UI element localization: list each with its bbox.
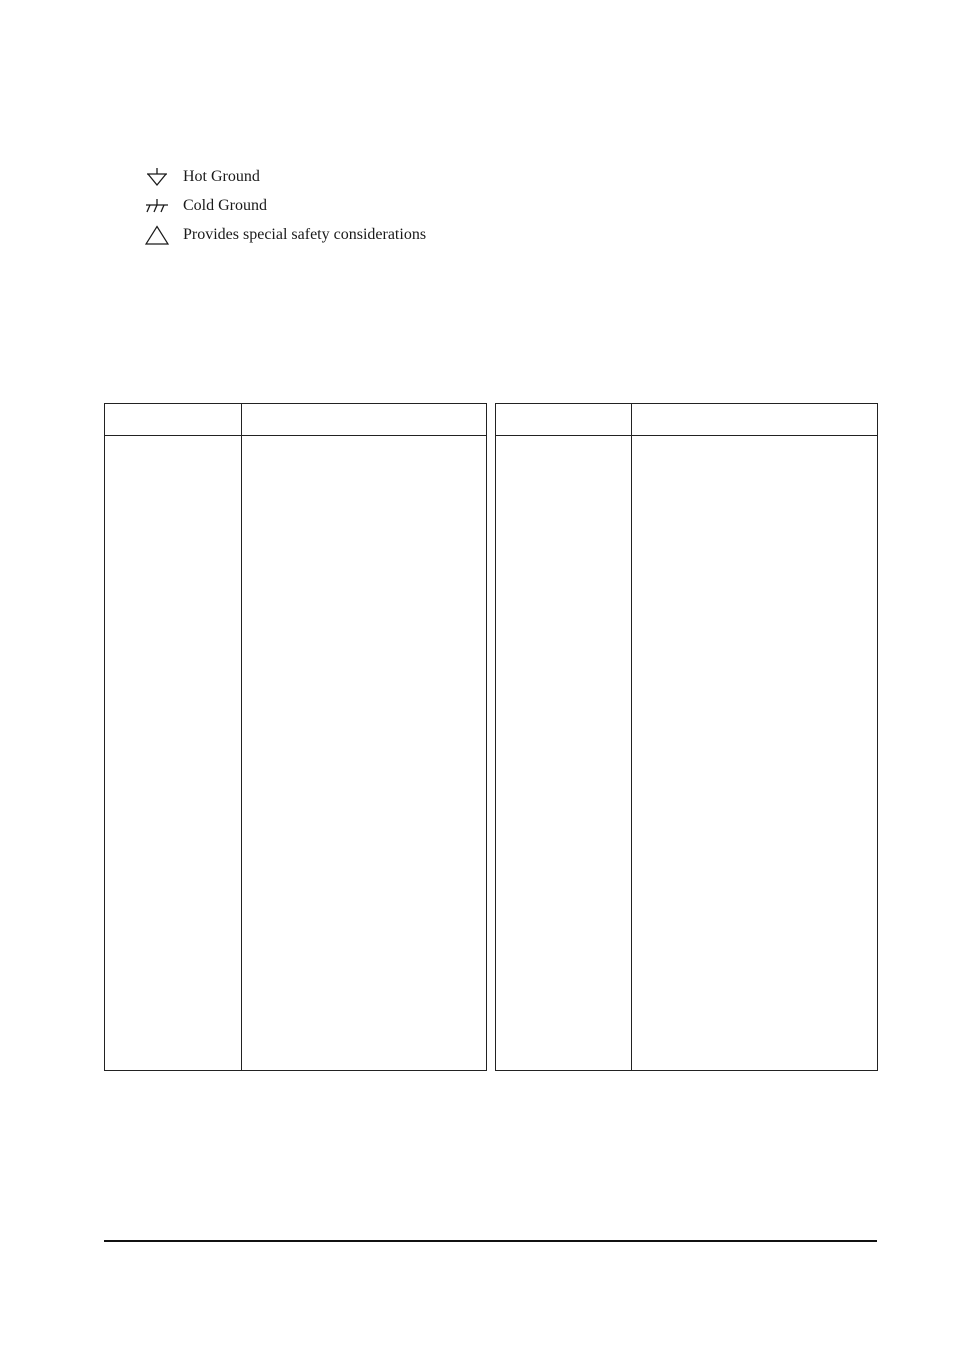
hot-ground-icon [145,167,169,187]
column-divider [241,404,242,1070]
column-divider [631,404,632,1070]
warning-triangle-icon [145,225,169,245]
legend-label-safety: Provides special safety considerations [183,225,427,243]
legend-item-cold-ground [145,191,426,220]
table-header-row [496,404,877,436]
symbol-legend [145,162,426,249]
legend-item-safety [145,220,426,249]
table-header-row [105,404,486,436]
legend-label-hot-ground: Hot Ground [183,167,260,185]
parts-table-right [495,403,878,1071]
legend-item-hot-ground [145,162,426,191]
footer-rule [104,1240,877,1242]
parts-table-left [104,403,487,1071]
cold-ground-icon [145,196,169,216]
legend-label-cold-ground: Cold Ground [183,196,267,214]
